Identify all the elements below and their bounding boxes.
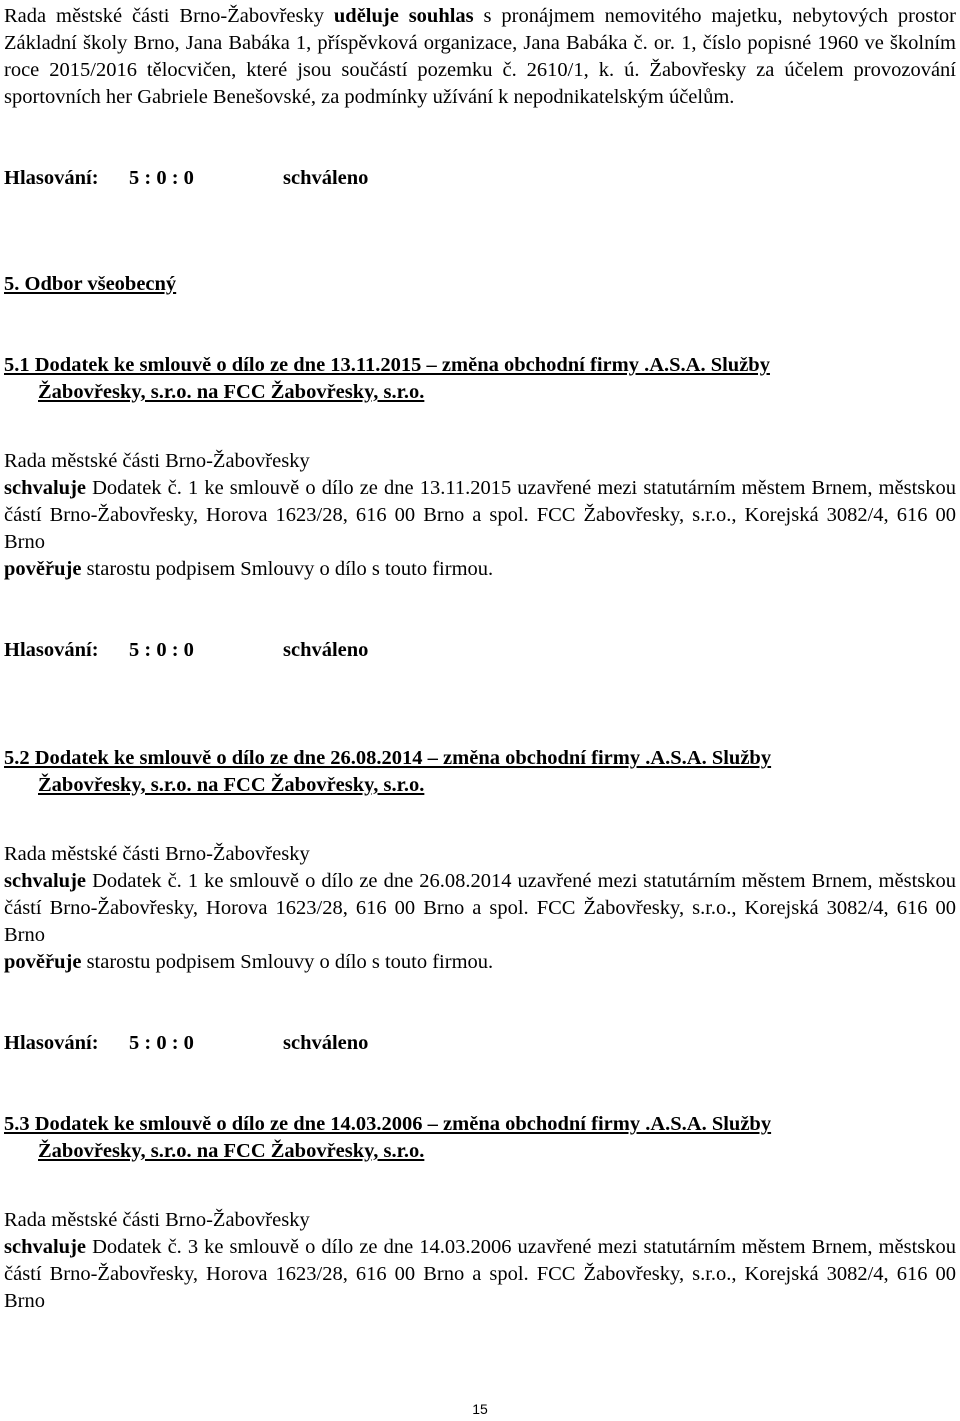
vote-result: 5 : 0 : 0 [129, 167, 194, 189]
authorizes-label: pověřuje [4, 951, 82, 973]
vote-label: Hlasování: [4, 1032, 99, 1054]
authorizes-paragraph [4, 949, 956, 976]
vote-status: schváleno [283, 639, 369, 661]
item-heading [4, 745, 956, 799]
vote-line [4, 165, 956, 192]
approves-paragraph [4, 475, 956, 556]
approves-paragraph [4, 868, 956, 949]
approves-label: schvaluje [4, 870, 86, 892]
item-heading [4, 1111, 956, 1165]
approves-label: schvaluje [4, 477, 86, 499]
vote-line [4, 1030, 956, 1057]
vote-result: 5 : 0 : 0 [129, 639, 194, 661]
vote-label: Hlasování: [4, 167, 99, 189]
council-name: Rada městské části Brno-Žabovřesky [4, 843, 310, 865]
council-name: Rada městské části Brno-Žabovřesky [4, 450, 310, 472]
item-heading-line1: 5.3 Dodatek ke smlouvě o dílo ze dne 14.03.2006 – změna obchodní firmy .A.S.A. Služby [4, 1113, 772, 1135]
approves-text: Dodatek č. 1 ke smlouvě o dílo ze dne 13.11.2015 uzavřené mezi statutárním městem Brnem, městskou částí Brno-Žabovřesky, Horova 1623/28, 616 00 Brno a spol. FCC Žabovřesky, s.r.o., Korejská 3082/4, 616 00 Brno [4, 477, 956, 553]
intro-rest: s pronájmem nemovitého majetku, nebytových prostor Základní školy Brno, Jana Babáka 1, příspěvková organizace, Jana Babáka č. or. 1, číslo popisné 1960 ve školním roce 2015/2016 tělocvičen, které jsou součástí pozemku č. 2610/1, k. ú. Žabovřesky za účelem provozování sportovních her Gabriele Benešovské, za podmínky užívání k nepodnikatelským účelům. [4, 5, 956, 108]
approves-text: Dodatek č. 1 ke smlouvě o dílo ze dne 26.08.2014 uzavřené mezi statutárním městem Brnem, městskou částí Brno-Žabovřesky, Horova 1623/28, 616 00 Brno a spol. FCC Žabovřesky, s.r.o., Korejská 3082/4, 616 00 Brno [4, 870, 956, 946]
approves-text: Dodatek č. 3 ke smlouvě o dílo ze dne 14.03.2006 uzavřené mezi statutárním městem Brnem, městskou částí Brno-Žabovřesky, Horova 1623/28, 616 00 Brno a spol. FCC Žabovřesky, s.r.o., Korejská 3082/4, 616 00 Brno [4, 1236, 956, 1312]
item-heading-line2: Žabovřesky, s.r.o. na FCC Žabovřesky, s.r.o. [38, 1140, 425, 1162]
item-heading-line1: 5.2 Dodatek ke smlouvě o dílo ze dne 26.08.2014 – změna obchodní firmy .A.S.A. Služby [4, 747, 772, 769]
council-name: Rada městské části Brno-Žabovřesky [4, 1209, 310, 1231]
page-number: 15 [472, 1401, 488, 1417]
approves-paragraph [4, 1234, 956, 1315]
item-heading-line2: Žabovřesky, s.r.o. na FCC Žabovřesky, s.r.o. [38, 774, 425, 796]
section-heading: 5. Odbor všeobecný [4, 273, 177, 295]
vote-line [4, 637, 956, 664]
vote-label: Hlasování: [4, 639, 99, 661]
vote-status: schváleno [283, 167, 369, 189]
authorizes-label: pověřuje [4, 558, 82, 580]
intro-verb: uděluje souhlas [333, 5, 474, 27]
vote-status: schváleno [283, 1032, 369, 1054]
approves-label: schvaluje [4, 1236, 86, 1258]
document-page [4, 3, 956, 1315]
item-heading [4, 352, 956, 406]
item-heading-line1: 5.1 Dodatek ke smlouvě o dílo ze dne 13.11.2015 – změna obchodní firmy .A.S.A. Služby [4, 354, 770, 376]
authorizes-text: starostu podpisem Smlouvy o dílo s touto firmou. [86, 951, 494, 973]
vote-result: 5 : 0 : 0 [129, 1032, 194, 1054]
item-heading-line2: Žabovřesky, s.r.o. na FCC Žabovřesky, s.r.o. [38, 381, 425, 403]
intro-lead: Rada městské části Brno-Žabovřesky [4, 5, 324, 27]
authorizes-text: starostu podpisem Smlouvy o dílo s touto firmou. [86, 558, 494, 580]
authorizes-paragraph [4, 556, 956, 583]
intro-paragraph [4, 3, 956, 111]
